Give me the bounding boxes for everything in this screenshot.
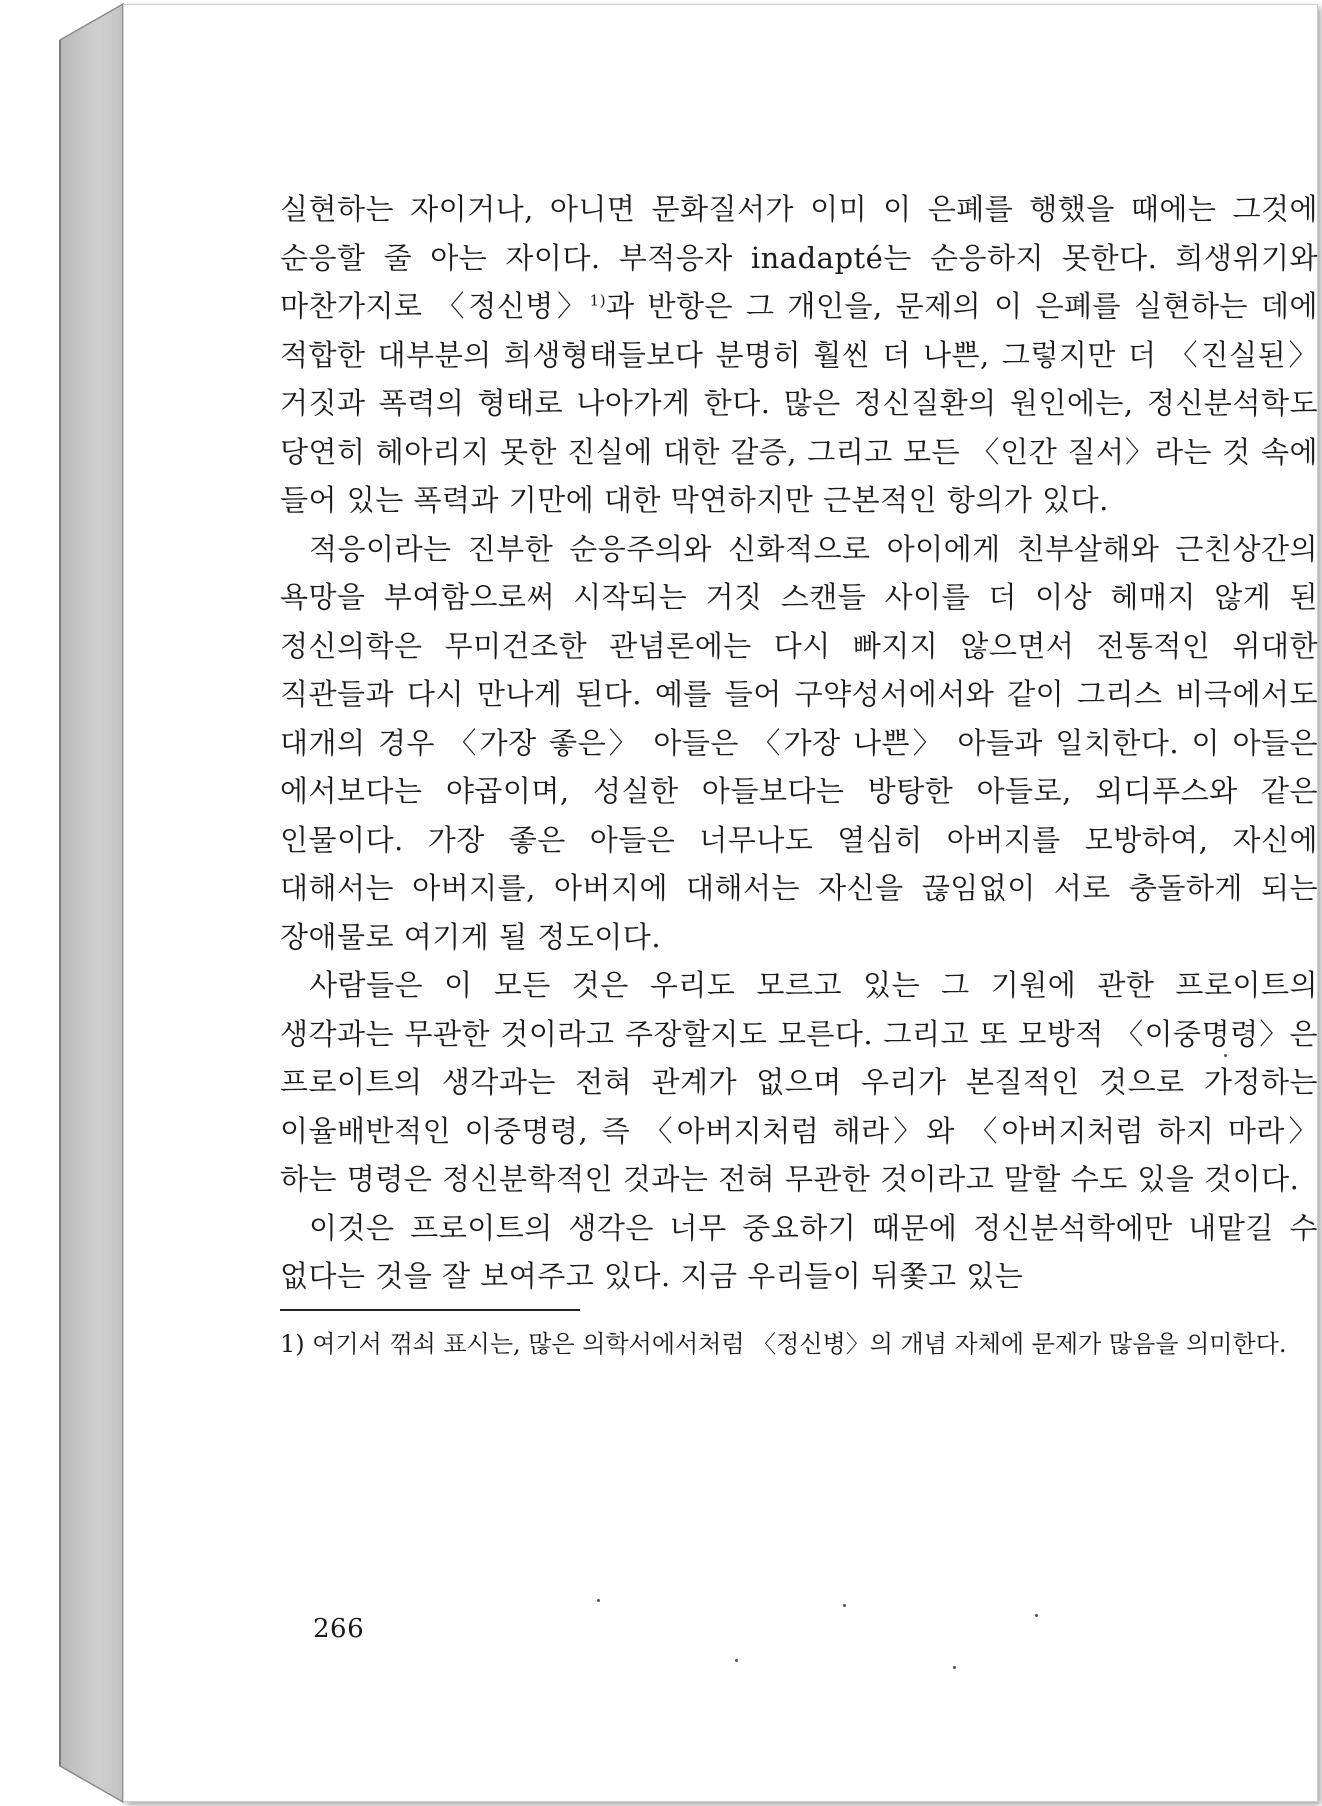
book-page	[123, 4, 1318, 1802]
scan-speck	[843, 1604, 846, 1607]
footnote-text: 여기서 꺾쇠 표시는, 많은 의학서에서처럼 〈정신병〉의 개념 자체에 문제가 많음을 의미한다.	[312, 1329, 1287, 1358]
footnote-reference: 1)	[589, 291, 607, 310]
scan-speck	[1035, 1614, 1038, 1617]
footnote-marker: 1)	[280, 1329, 305, 1358]
paragraph-4: 이것은 프로이트의 생각은 너무 중요하기 때문에 정신분석학에만 내맡길 수 없다는 것을 잘 보여주고 있다. 지금 우리들이 뒤쫓고 있는	[280, 1210, 1318, 1293]
paragraph-3: 사람들은 이 모든 것은 우리도 모르고 있는 그 기원에 관한 프로이트의 생각과는 무관한 것이라고 주장할지도 모른다. 그리고 또 모방적 〈이중명령〉은 프로이트의 생각과는 전혀 관계가 없으며 우리가 본질적인 것으로 가정하는 이율배반적인 이중명령, 즉 〈아버지처럼 해라〉와 〈아버지처럼 하지 마라〉 하는 명령은 정신분학적인 것과는 전혀 무관한 것이라고 말할 수도 있을 것이다.	[280, 968, 1318, 1196]
book-spine-edge	[0, 0, 140, 1806]
scan-speck	[597, 1599, 600, 1602]
body-text	[280, 185, 1318, 1301]
paragraph-2: 적응이라는 진부한 순응주의와 신화적으로 아이에게 친부살해와 근친상간의 욕망을 부여함으로써 시작되는 거짓 스캔들 사이를 더 이상 헤매지 않게 된 정신의학은 무미건조한 관념론에는 다시 빠지지 않으면서 전통적인 위대한 직관들과 다시 만나게 된다. 예를 들어 구약성서에서와 같이 그리스 비극에서도 대개의 경우 〈가장 좋은〉 아들은 〈가장 나쁜〉 아들과 일치한다. 이 아들은 에서보다는 야곱이며, 성실한 아들보다는 방탕한 아들로, 외디푸스와 같은 인물이다. 가장 좋은 아들은 너무나도 열심히 아버지를 모방하여, 자신에 대해서는 아버지를, 아버지에 대해서는 자신을 끊임없이 서로 충돌하게 되는 장애물로 여기게 될 정도이다.	[280, 531, 1318, 954]
footnote	[280, 1325, 1318, 1363]
scan-speck	[1224, 1054, 1227, 1057]
page-content	[280, 185, 1318, 1363]
scan-speck	[953, 1666, 956, 1669]
page-number: 266	[313, 1614, 365, 1644]
paragraph-1: 실현하는 자이거나, 아니면 문화질서가 이미 이 은폐를 행했을 때에는 그것에 순응할 줄 아는 자이다. 부적응자 inadapté는 순응하지 못한다. 희생위기와 마찬가지로 〈정신병〉$^{1)}$과 반항은 그 개인을, 문제의 이 은폐를 실현하는 데에 적합한 대부분의 희생형태들보다 분명히 훨씬 더 나쁜, 그렇지만 더 〈진실된〉 거짓과 폭력의 형태로 나아가게 한다. 많은 정신질환의 원인에는, 정신분석학도 당연히 헤아리지 못한 진실에 대한 갈증, 그리고 모든 〈인간 질서〉라는 것 속에 들어 있는 폭력과 기만에 대한 막연하지만 근본적인 항의가 있다.	[280, 192, 1318, 517]
scan-speck	[735, 1659, 738, 1662]
footnote-divider	[280, 1309, 580, 1311]
